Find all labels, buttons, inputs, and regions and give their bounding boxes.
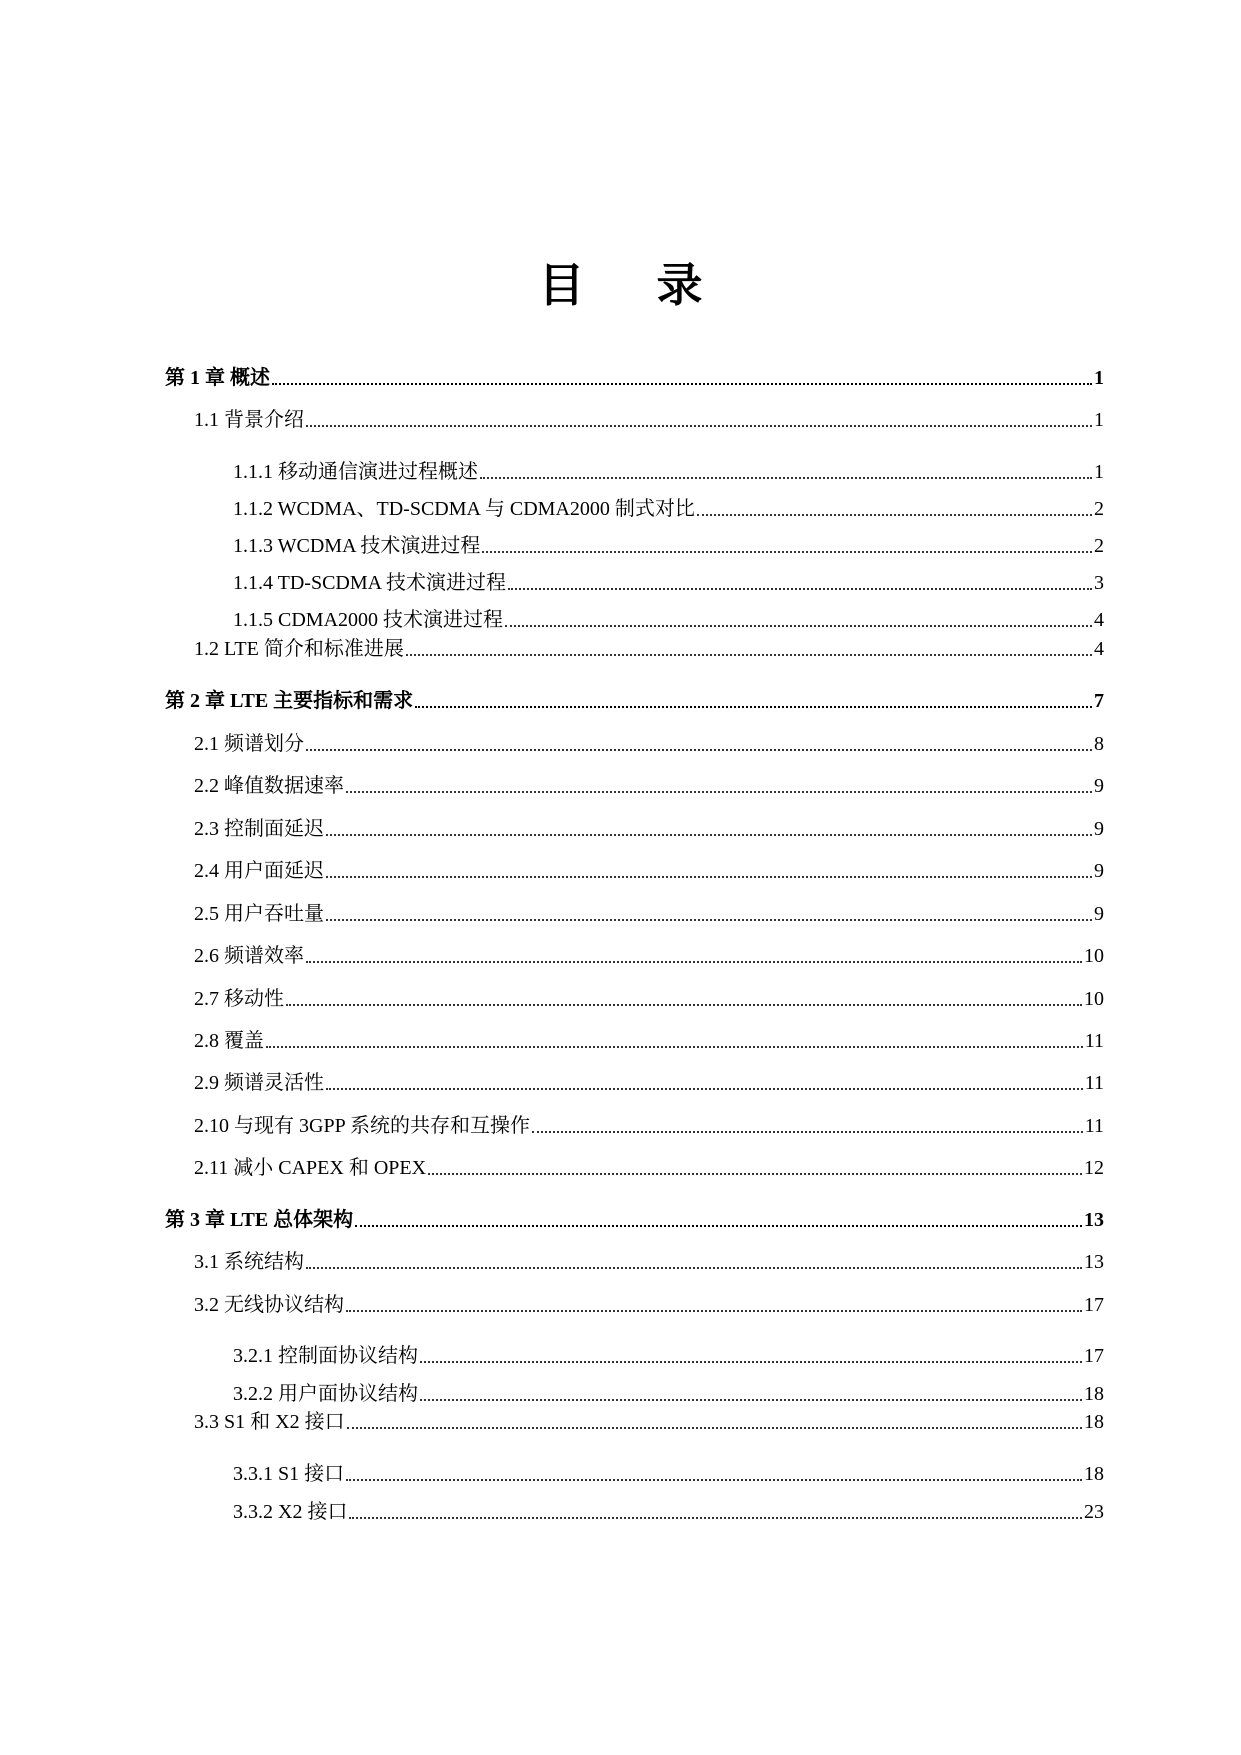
toc-label: 2.8 覆盖 xyxy=(194,1030,264,1052)
toc-page: 13 xyxy=(1084,1251,1104,1273)
toc-leader xyxy=(326,1088,1083,1090)
toc-leader xyxy=(355,1225,1082,1227)
toc-leader xyxy=(420,1361,1082,1363)
toc-leader xyxy=(266,1046,1083,1048)
toc-label: 3.3 S1 和 X2 接口 xyxy=(194,1411,345,1433)
toc-section-2-5[interactable] xyxy=(194,900,1104,928)
toc-page: 13 xyxy=(1084,1209,1104,1231)
toc-page: 11 xyxy=(1084,1030,1104,1052)
toc-page: 2 xyxy=(1094,535,1104,557)
toc-page: 18 xyxy=(1084,1411,1104,1433)
toc-label: 1.1.4 TD-SCDMA 技术演进过程 xyxy=(233,572,506,594)
toc-section-2-3[interactable] xyxy=(194,815,1104,843)
toc-leader xyxy=(420,1399,1082,1401)
toc-subsection-3-2-1[interactable] xyxy=(233,1342,1104,1370)
toc-label: 2.10 与现有 3GPP 系统的共存和互操作 xyxy=(194,1115,530,1137)
toc-label: 3.2 无线协议结构 xyxy=(194,1294,344,1316)
toc-leader xyxy=(306,749,1092,751)
toc-section-2-6[interactable] xyxy=(194,942,1104,970)
toc-label: 3.2.2 用户面协议结构 xyxy=(233,1383,418,1405)
toc-section-2-9[interactable] xyxy=(194,1069,1104,1097)
toc-label: 1.1.1 移动通信演进过程概述 xyxy=(233,461,478,483)
toc-page: 9 xyxy=(1094,818,1104,840)
toc-label: 2.4 用户面延迟 xyxy=(194,860,324,882)
toc-subsection-1-1-4[interactable] xyxy=(233,569,1104,597)
toc-leader xyxy=(505,625,1092,627)
toc-page: 4 xyxy=(1094,638,1104,660)
toc-label: 3.2.1 控制面协议结构 xyxy=(233,1345,418,1367)
toc-leader xyxy=(347,1427,1082,1429)
toc-page: 11 xyxy=(1084,1115,1104,1137)
toc-label: 1.1 背景介绍 xyxy=(194,409,304,431)
toc-label: 1.1.3 WCDMA 技术演进过程 xyxy=(233,535,481,557)
toc-leader xyxy=(326,876,1092,878)
toc-page: 8 xyxy=(1094,733,1104,755)
toc-page: 4 xyxy=(1094,609,1104,631)
toc-page: 9 xyxy=(1094,775,1104,797)
toc-subsection-1-1-2[interactable] xyxy=(233,495,1104,523)
toc-page: 1 xyxy=(1094,461,1104,483)
toc-page: 1 xyxy=(1094,367,1104,389)
toc-section-2-4[interactable] xyxy=(194,857,1104,885)
toc-label: 3.3.2 X2 接口 xyxy=(233,1501,348,1523)
toc-label: 2.1 频谱划分 xyxy=(194,733,304,755)
toc-leader xyxy=(306,961,1082,963)
toc-label: 2.9 频谱灵活性 xyxy=(194,1072,324,1094)
toc-section-2-8[interactable] xyxy=(194,1027,1104,1055)
toc-leader xyxy=(306,1267,1082,1269)
toc-label: 2.11 减小 CAPEX 和 OPEX xyxy=(194,1157,427,1179)
toc-leader xyxy=(272,383,1092,385)
toc-leader xyxy=(346,791,1092,793)
toc-label: 1.1.2 WCDMA、TD-SCDMA 与 CDMA2000 制式对比 xyxy=(233,498,695,520)
toc-leader xyxy=(508,588,1092,590)
toc-chapter-2[interactable] xyxy=(165,687,1104,715)
toc-label: 1.1.5 CDMA2000 技术演进过程 xyxy=(233,609,504,631)
toc-label: 2.6 频谱效率 xyxy=(194,945,304,967)
toc-chapter-1[interactable] xyxy=(165,364,1104,392)
toc-label: 2.2 峰值数据速率 xyxy=(194,775,344,797)
toc-label: 第 3 章 LTE 总体架构 xyxy=(165,1209,354,1231)
toc-label: 第 2 章 LTE 主要指标和需求 xyxy=(165,690,414,712)
toc-label: 第 1 章 概述 xyxy=(165,367,270,389)
toc-section-3-1[interactable] xyxy=(194,1248,1104,1276)
toc-page: 23 xyxy=(1084,1501,1104,1523)
toc-page: 9 xyxy=(1094,903,1104,925)
toc-leader xyxy=(286,1004,1082,1006)
toc-leader xyxy=(480,477,1092,479)
toc-subsection-1-1-5[interactable] xyxy=(233,606,1104,634)
toc-page: 2 xyxy=(1094,498,1104,520)
toc-page: 11 xyxy=(1084,1072,1104,1094)
toc-leader xyxy=(326,919,1092,921)
toc-page: 10 xyxy=(1084,988,1104,1010)
toc-subsection-1-1-3[interactable] xyxy=(233,532,1104,560)
toc-leader xyxy=(346,1310,1082,1312)
toc-page: 3 xyxy=(1094,572,1104,594)
toc-leader xyxy=(697,514,1092,516)
toc-section-3-2[interactable] xyxy=(194,1291,1104,1319)
toc-leader xyxy=(428,1173,1082,1175)
toc-subsection-1-1-1[interactable] xyxy=(233,458,1104,486)
toc-leader xyxy=(349,1517,1082,1519)
toc-page: 10 xyxy=(1084,945,1104,967)
toc-subsection-3-3-1[interactable] xyxy=(233,1460,1104,1488)
toc-leader xyxy=(406,654,1092,656)
toc-chapter-3[interactable] xyxy=(165,1206,1104,1234)
toc-page: 1 xyxy=(1094,409,1104,431)
page-title: 目 录 xyxy=(538,258,731,312)
toc-section-2-2[interactable] xyxy=(194,772,1104,800)
toc-section-1-2[interactable] xyxy=(194,635,1104,663)
toc-section-2-7[interactable] xyxy=(194,985,1104,1013)
toc-label: 2.7 移动性 xyxy=(194,988,284,1010)
toc-label: 3.1 系统结构 xyxy=(194,1251,304,1273)
toc-leader xyxy=(415,706,1092,708)
toc-page: 17 xyxy=(1084,1294,1104,1316)
toc-leader xyxy=(532,1131,1083,1133)
toc-section-1-1[interactable] xyxy=(194,406,1104,434)
toc-leader xyxy=(346,1479,1082,1481)
toc-subsection-3-2-2[interactable] xyxy=(233,1380,1104,1408)
toc-label: 2.3 控制面延迟 xyxy=(194,818,324,840)
toc-page: 9 xyxy=(1094,860,1104,882)
toc-page: 18 xyxy=(1084,1463,1104,1485)
toc-page: 18 xyxy=(1084,1383,1104,1405)
toc-section-2-1[interactable] xyxy=(194,730,1104,758)
toc-label: 1.2 LTE 简介和标准进展 xyxy=(194,638,404,660)
toc-page: 17 xyxy=(1084,1345,1104,1367)
toc-section-2-10[interactable] xyxy=(194,1112,1104,1140)
toc-leader xyxy=(326,834,1092,836)
toc-label: 2.5 用户吞吐量 xyxy=(194,903,324,925)
toc-leader xyxy=(306,425,1092,427)
toc-section-2-11[interactable] xyxy=(194,1154,1104,1182)
toc-page: 7 xyxy=(1094,690,1104,712)
toc-label: 3.3.1 S1 接口 xyxy=(233,1463,345,1485)
toc-leader xyxy=(482,551,1092,553)
toc-subsection-3-3-2[interactable] xyxy=(233,1498,1104,1526)
toc-section-3-3[interactable] xyxy=(194,1408,1104,1436)
toc-page: 12 xyxy=(1084,1157,1104,1179)
